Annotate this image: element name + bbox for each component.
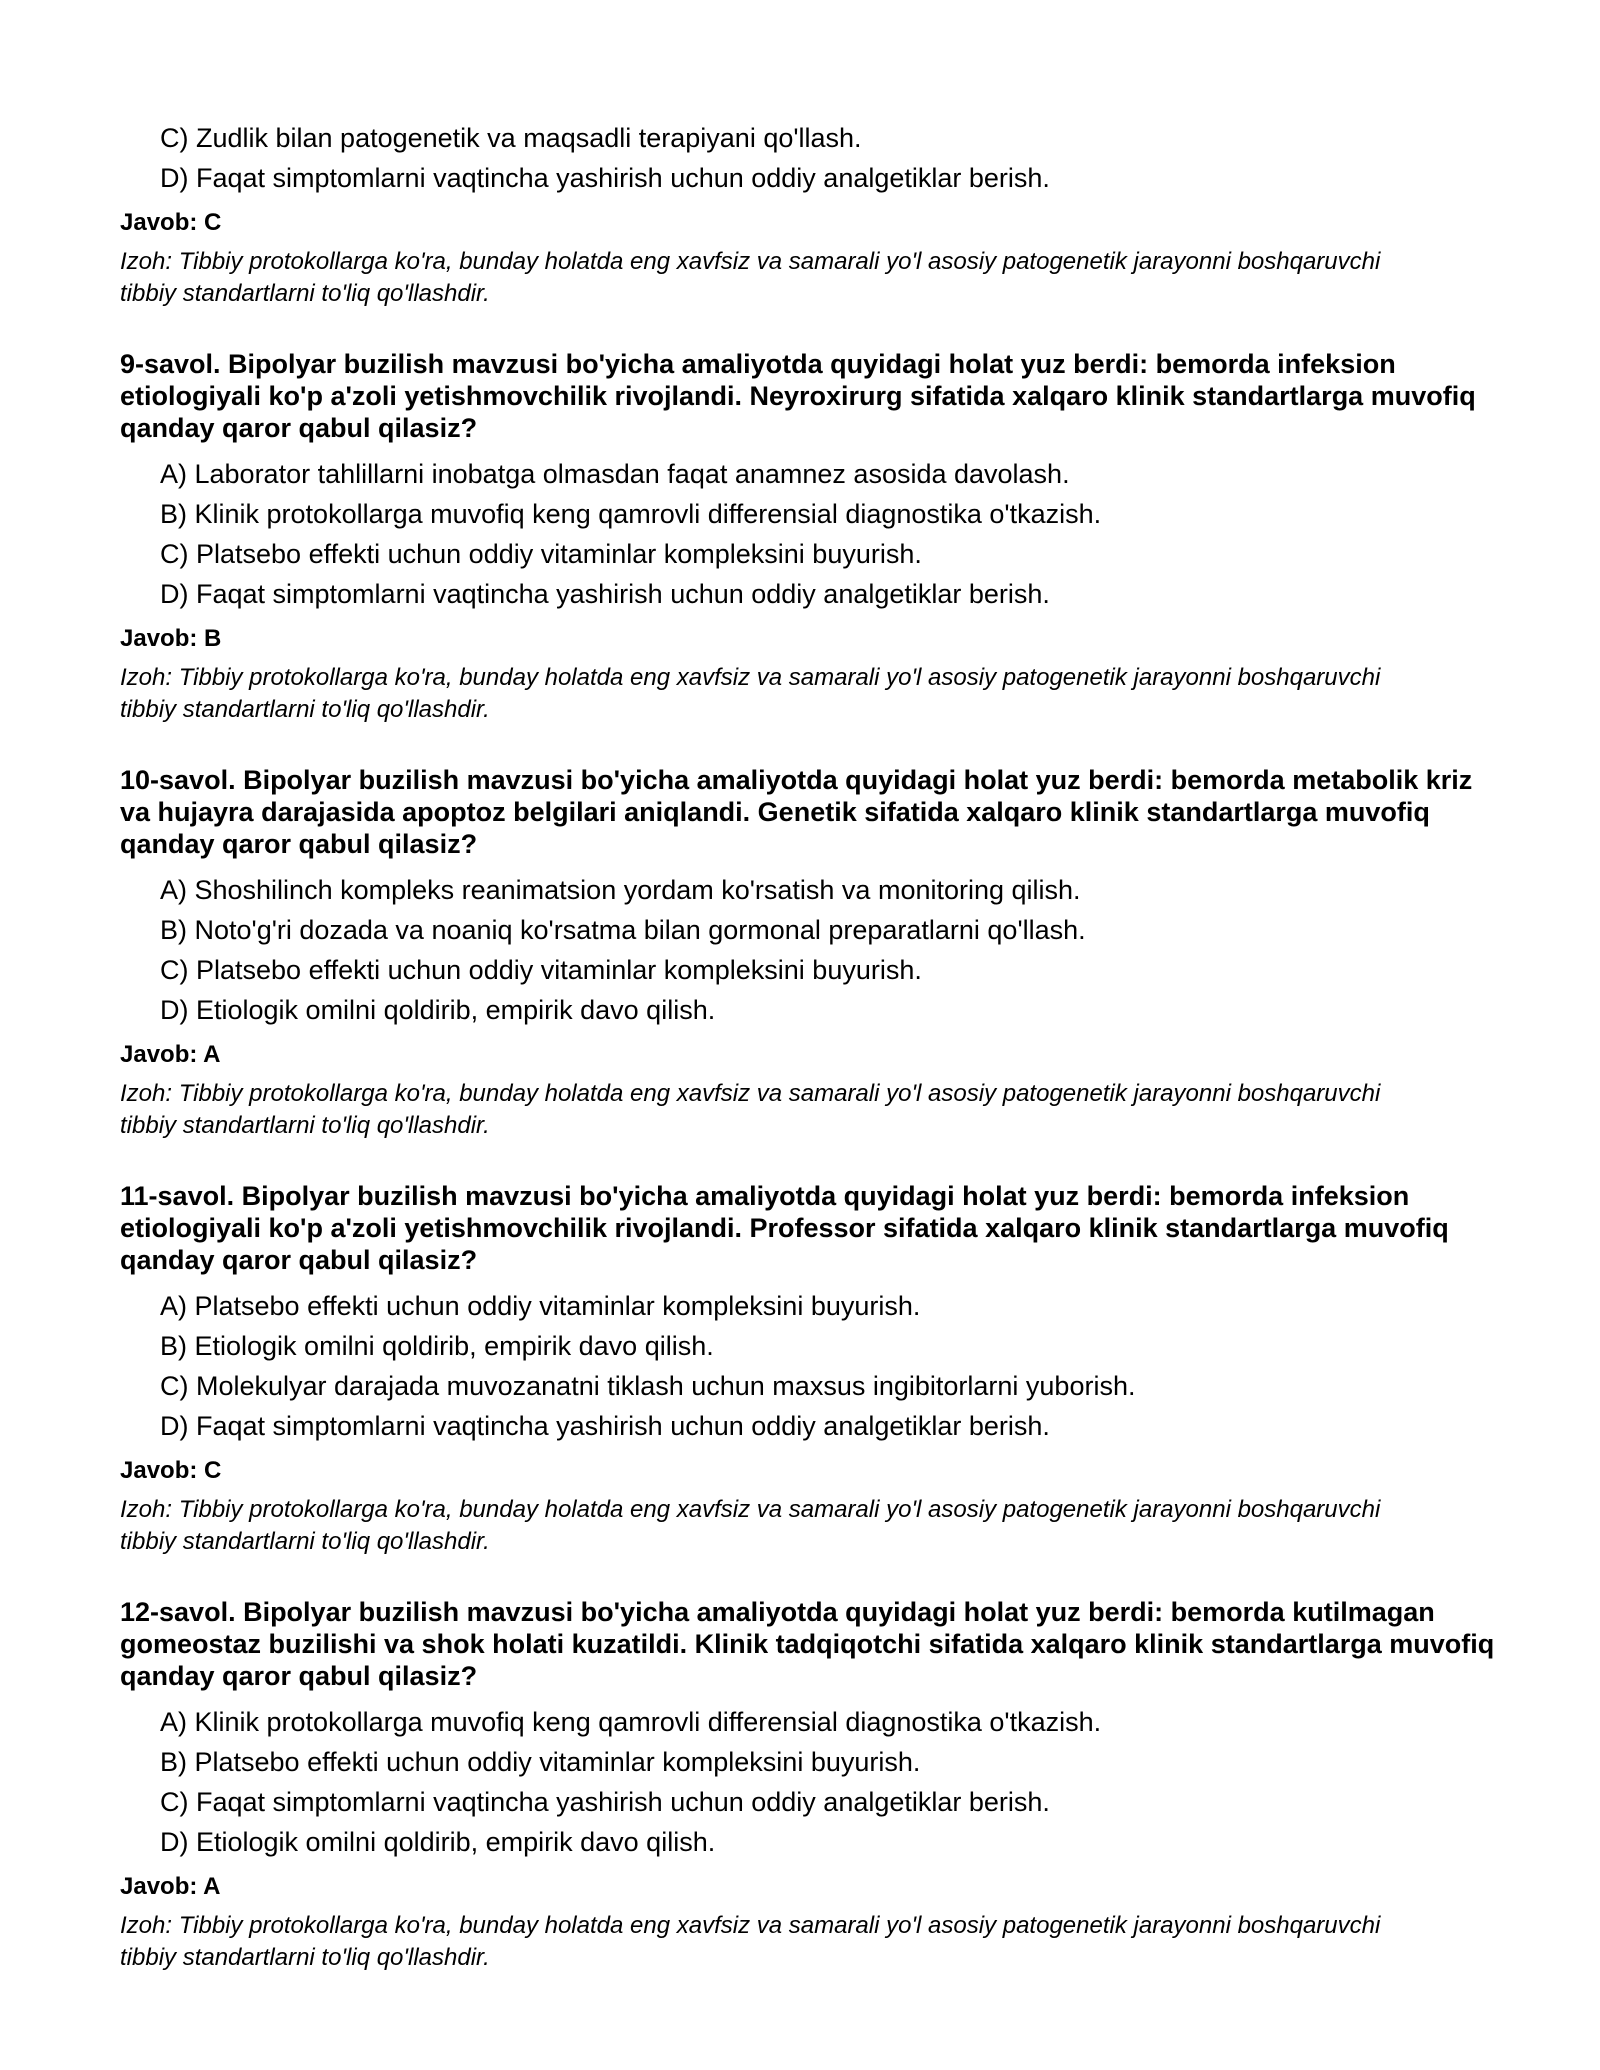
explanation-text: Izoh: Tibbiy protokollarga ko'ra, bunday holatda eng xavfsiz va samarali yo'l asosiy patogenetik jarayonni boshqaruvchi tibbiy standartlarni to'liq qo'llashdir.: [120, 248, 1381, 307]
option-b: B) Etiologik omilni qoldirib, empirik davo qilish.: [160, 1331, 714, 1361]
explanation-text: Izoh: Tibbiy protokollarga ko'ra, bunday holatda eng xavfsiz va samarali yo'l asosiy patogenetik jarayonni boshqaruvchi tibbiy standartlarni to'liq qo'llashdir.: [120, 1080, 1381, 1139]
option-d: D) Etiologik omilni qoldirib, empirik davo qilish.: [160, 995, 716, 1025]
option-b: B) Noto'g'ri dozada va noaniq ko'rsatma bilan gormonal preparatlarni qo'llash.: [160, 915, 1086, 945]
option-c: C) Molekulyar darajada muvozanatni tiklash uchun maxsus ingibitorlarni yuborish.: [160, 1371, 1136, 1401]
option-d: D) Faqat simptomlarni vaqtincha yashirish uchun oddiy analgetiklar berish.: [160, 163, 1050, 193]
question-10: [120, 764, 1500, 1142]
option-a: A) Shoshilinch kompleks reanimatsion yordam ko'rsatish va monitoring qilish.: [160, 875, 1081, 905]
option-b: B) Klinik protokollarga muvofiq keng qamrovli differensial diagnostika o'tkazish.: [160, 499, 1102, 529]
question-8-continuation: [120, 118, 1500, 310]
question-text: 11-savol. Bipolyar buzilish mavzusi bo'yicha amaliyotda quyidagi holat yuz berdi: bemorda infeksion etiologiyali ko'p a'zoli yetishmovchilik rivojlandi. Professor sifatida xalqaro klinik standartlarga muvofiq qanday qaror qabul qilasiz?: [120, 1181, 1449, 1275]
explanation-text: Izoh: Tibbiy protokollarga ko'ra, bunday holatda eng xavfsiz va samarali yo'l asosiy patogenetik jarayonni boshqaruvchi tibbiy standartlarni to'liq qo'llashdir.: [120, 1912, 1381, 1971]
question-11: [120, 1180, 1500, 1558]
option-c: C) Platsebo effekti uchun oddiy vitaminlar kompleksini buyurish.: [160, 539, 922, 569]
option-d: D) Faqat simptomlarni vaqtincha yashirish uchun oddiy analgetiklar berish.: [160, 579, 1050, 609]
option-c: C) Platsebo effekti uchun oddiy vitaminlar kompleksini buyurish.: [160, 955, 922, 985]
question-9: [120, 348, 1500, 726]
option-a: A) Laborator tahlillarni inobatga olmasdan faqat anamnez asosida davolash.: [160, 459, 1070, 489]
answer-label: Javob: B: [120, 625, 222, 652]
option-c: C) Zudlik bilan patogenetik va maqsadli terapiyani qo'llash.: [160, 123, 862, 153]
answer-label: Javob: A: [120, 1041, 221, 1068]
answer-label: Javob: A: [120, 1873, 221, 1900]
question-text: 12-savol. Bipolyar buzilish mavzusi bo'yicha amaliyotda quyidagi holat yuz berdi: bemorda kutilmagan gomeostaz buzilishi va shok holati kuzatildi. Klinik tadqiqotchi sifatida xalqaro klinik standartlarga muvofiq qanday qaror qabul qilasiz?: [120, 1597, 1495, 1691]
option-a: A) Platsebo effekti uchun oddiy vitaminlar kompleksini buyurish.: [160, 1291, 921, 1321]
option-c: C) Faqat simptomlarni vaqtincha yashirish uchun oddiy analgetiklar berish.: [160, 1787, 1050, 1817]
explanation-text: Izoh: Tibbiy protokollarga ko'ra, bunday holatda eng xavfsiz va samarali yo'l asosiy patogenetik jarayonni boshqaruvchi tibbiy standartlarni to'liq qo'llashdir.: [120, 1496, 1381, 1555]
answer-label: Javob: C: [120, 1457, 222, 1484]
option-d: D) Etiologik omilni qoldirib, empirik davo qilish.: [160, 1827, 716, 1857]
option-d: D) Faqat simptomlarni vaqtincha yashirish uchun oddiy analgetiklar berish.: [160, 1411, 1050, 1441]
document-page: [120, 118, 1500, 1974]
question-text: 10-savol. Bipolyar buzilish mavzusi bo'yicha amaliyotda quyidagi holat yuz berdi: bemorda metabolik kriz va hujayra darajasida apoptoz belgilari aniqlandi. Genetik sifatida xalqaro klinik standartlarga muvofiq qanday qaror qabul qilasiz?: [120, 765, 1473, 859]
option-a: A) Klinik protokollarga muvofiq keng qamrovli differensial diagnostika o'tkazish.: [160, 1707, 1102, 1737]
question-text: 9-savol. Bipolyar buzilish mavzusi bo'yicha amaliyotda quyidagi holat yuz berdi: bemorda infeksion etiologiyali ko'p a'zoli yetishmovchilik rivojlandi. Neyroxirurg sifatida xalqaro klinik standartlarga muvofiq qanday qaror qabul qilasiz?: [120, 349, 1476, 443]
question-12: [120, 1596, 1500, 1974]
answer-label: Javob: C: [120, 209, 222, 236]
explanation-text: Izoh: Tibbiy protokollarga ko'ra, bunday holatda eng xavfsiz va samarali yo'l asosiy patogenetik jarayonni boshqaruvchi tibbiy standartlarni to'liq qo'llashdir.: [120, 664, 1381, 723]
option-b: B) Platsebo effekti uchun oddiy vitaminlar kompleksini buyurish.: [160, 1747, 921, 1777]
